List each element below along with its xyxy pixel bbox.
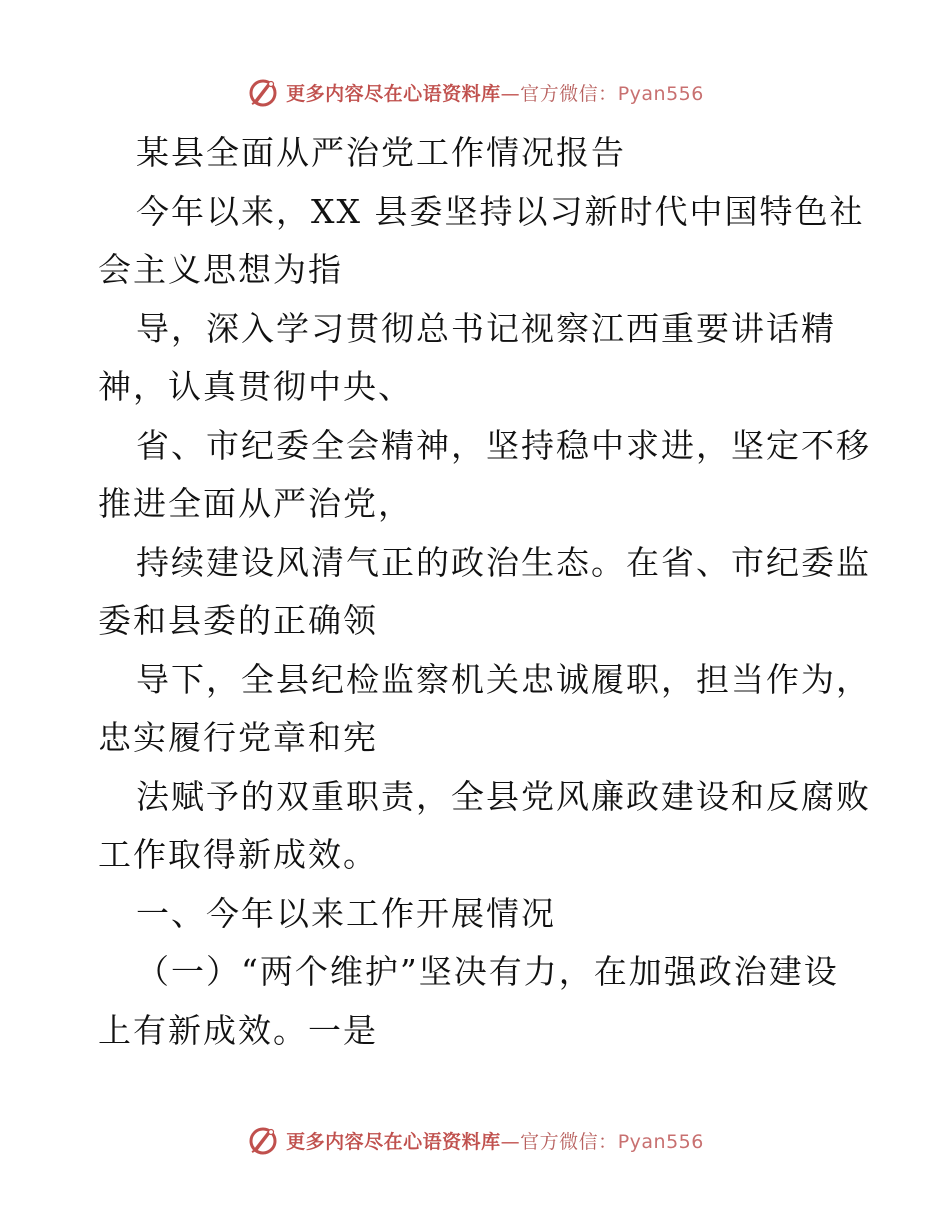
banner-main-text: 更多内容尽在心语资料库 [286,82,501,105]
quill-pen-circle-icon [246,1123,280,1157]
paragraph-line: 神，认真贯彻中央、 [98,367,413,406]
paragraph-line: 导，深入学习贯彻总书记视察江西重要讲话精 [136,308,836,348]
paragraph-line: 今年以来，XX 县委坚持以习新时代中国特色社 [136,191,865,231]
subsection-heading: （一）“两个维护”坚决有力，在加强政治建设 [136,952,839,991]
paragraph-line: 推进全面从严治党， [98,484,413,523]
banner-sub-text: 官方微信： [520,1130,618,1153]
quill-pen-circle-icon [246,75,280,109]
section-heading: 一、今年以来工作开展情况 [136,893,556,933]
banner-dash: — [500,1130,521,1153]
paragraph-line: 持续建设风清气正的政治生态。在省、市纪委监 [136,542,871,582]
paragraph-line: 省、市纪委全会精神，坚持稳中求进，坚定不移 [136,425,871,465]
banner-wechat-id: Pyan556 [617,82,704,105]
footer-watermark-banner [0,1120,950,1160]
paragraph-line: 会主义思想为指 [98,250,343,289]
banner-sub-text: 官方微信： [520,82,618,105]
paragraph-line: 法赋予的双重职责，全县党风廉政建设和反腐败 [136,776,871,816]
document-body [98,124,871,1060]
header-watermark-banner [0,72,950,112]
paragraph-line: 工作取得新成效。 [98,835,378,874]
banner-main-text: 更多内容尽在心语资料库 [286,1130,501,1153]
paragraph-line: 委和县委的正确领 [98,601,378,640]
banner-wechat-id: Pyan556 [617,1130,704,1153]
banner-text [286,1127,704,1154]
banner-text [286,79,704,106]
paragraph-line: 导下，全县纪检监察机关忠诚履职，担当作为， [136,659,871,699]
paragraph-line: 忠实履行党章和宪 [98,718,378,757]
paragraph-line: 上有新成效。一是 [98,1010,378,1050]
banner-dash: — [500,82,521,105]
document-title: 某县全面从严治党工作情况报告 [136,133,626,172]
